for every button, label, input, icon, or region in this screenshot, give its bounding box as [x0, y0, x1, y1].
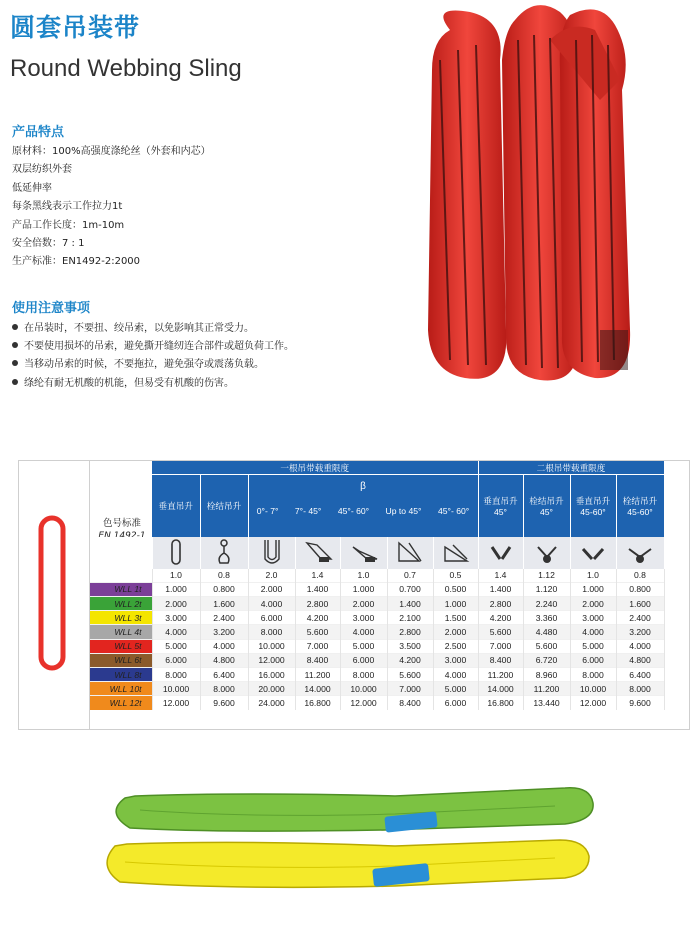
load-value-cell: 5.000 — [340, 639, 387, 653]
notes-heading: 使用注意事项 — [12, 301, 91, 316]
load-value-cell: 0.800 — [200, 582, 248, 596]
load-value-cell: 3.200 — [616, 625, 664, 639]
wll-cell: WLL 5t — [90, 639, 152, 653]
bullet-icon — [12, 379, 18, 385]
load-value-cell: 11.200 — [478, 668, 523, 682]
double-sling-group-header: 二根吊带载重限度 — [478, 461, 664, 475]
load-value-cell: 12.000 — [152, 696, 200, 710]
note-item: 不要使用损坏的吊索，避免撕开缝纫连合部件或超负荷工作。 — [12, 338, 294, 356]
feature-line: 低延伸率 — [12, 182, 52, 194]
load-value-cell: 0.800 — [616, 582, 664, 596]
load-value-cell: 8.400 — [387, 696, 433, 710]
wll-cell: WLL 10t — [90, 682, 152, 696]
double-vertical-icon — [478, 537, 523, 569]
note-item: 绦纶有耐无机酸的机能，但易受有机酸的伤害。 — [12, 375, 294, 393]
load-value-cell: 7.000 — [478, 639, 523, 653]
load-value-cell: 8.400 — [478, 653, 523, 667]
load-value-cell: 10.000 — [248, 639, 295, 653]
load-value-cell: 1.500 — [433, 611, 478, 625]
feature-line: 双层纺织外套 — [12, 164, 72, 176]
table-row — [90, 639, 664, 653]
note-item: 在吊装时，不要扭、绞吊索，以免影响其正常受力。 — [12, 320, 294, 338]
page-title-cn: 圆套吊装带 — [10, 13, 141, 42]
load-value-cell: 8.000 — [152, 668, 200, 682]
load-value-cell: 2.500 — [433, 639, 478, 653]
load-value-cell: 6.720 — [523, 653, 570, 667]
load-value-cell: 8.400 — [295, 653, 340, 667]
load-value-cell: 4.480 — [523, 625, 570, 639]
page-title-en: Round Webbing Sling — [10, 55, 242, 82]
load-value-cell: 6.000 — [340, 653, 387, 667]
triangle-lift-icon — [387, 537, 433, 569]
load-value-cell: 5.600 — [478, 625, 523, 639]
table-row — [90, 611, 664, 625]
bullet-icon — [12, 342, 18, 348]
load-value-cell: 4.200 — [478, 611, 523, 625]
feature-line: 安全倍数：7 : 1 — [12, 238, 85, 250]
load-value-cell: 14.000 — [478, 682, 523, 696]
green-yellow-sling-image — [95, 778, 615, 928]
angle-label: 45°- 60° — [437, 506, 470, 517]
bullet-icon — [12, 360, 18, 366]
load-value-cell: 3.000 — [152, 611, 200, 625]
beta-symbol: β — [360, 481, 366, 493]
load-limit-table — [18, 460, 690, 730]
load-value-cell: 4.000 — [200, 639, 248, 653]
wll-cell: WLL 12t — [90, 696, 152, 710]
load-value-cell: 6.000 — [152, 653, 200, 667]
load-value-cell: 13.440 — [523, 696, 570, 710]
double-col-header: 垂直吊升 45° — [478, 475, 523, 537]
load-value-cell: 2.100 — [387, 611, 433, 625]
load-value-cell: 1.600 — [616, 597, 664, 611]
load-value-cell: 3.000 — [340, 611, 387, 625]
load-value-cell: 1.400 — [295, 582, 340, 596]
load-value-cell: 16.800 — [295, 696, 340, 710]
load-value-cell: 9.600 — [200, 696, 248, 710]
angle-label: Up to 45° — [385, 506, 422, 517]
load-value-cell: 2.000 — [152, 597, 200, 611]
load-value-cell: 5.000 — [152, 639, 200, 653]
load-value-cell: 14.000 — [295, 682, 340, 696]
mode-factor-row: 1.0 0.8 2.0 1.4 1.0 0.7 0.5 1.4 1.12 1.0 0.8 — [90, 569, 664, 583]
load-value-cell: 5.600 — [295, 625, 340, 639]
load-value-cell: 4.200 — [387, 653, 433, 667]
angle-label: 0°- 7° — [256, 506, 279, 517]
feature-line: 产品工作长度：1m-10m — [12, 219, 125, 231]
load-value-cell: 4.000 — [248, 597, 295, 611]
load-value-cell: 11.200 — [295, 668, 340, 682]
notes-list — [12, 320, 294, 393]
load-value-cell: 2.240 — [523, 597, 570, 611]
load-value-cell: 6.000 — [433, 696, 478, 710]
wll-cell: WLL 3t — [90, 611, 152, 625]
wll-cell: WLL 4t — [90, 625, 152, 639]
load-value-cell: 2.400 — [616, 611, 664, 625]
angle-label: 7°- 45° — [294, 506, 322, 517]
table-row — [90, 682, 664, 696]
load-value-cell: 1.000 — [340, 582, 387, 596]
load-value-cell: 6.000 — [248, 611, 295, 625]
basket-angle-icon — [295, 537, 340, 569]
load-value-cell: 12.000 — [340, 696, 387, 710]
triangle-lift-icon — [433, 537, 478, 569]
load-value-cell: 5.000 — [570, 639, 616, 653]
wll-cell: WLL 8t — [90, 668, 152, 682]
wll-cell: WLL 2t — [90, 597, 152, 611]
load-value-cell: 2.800 — [387, 625, 433, 639]
table-row — [90, 597, 664, 611]
load-value-cell: 4.200 — [295, 611, 340, 625]
table-row — [90, 668, 664, 682]
basket-lift-icon — [248, 537, 295, 569]
load-value-cell: 16.000 — [248, 668, 295, 682]
load-value-cell: 3.000 — [570, 611, 616, 625]
table-row — [90, 653, 664, 667]
load-value-cell: 5.000 — [433, 682, 478, 696]
load-value-cell: 6.400 — [616, 668, 664, 682]
feature-line: 原材料：100%高强度涤纶丝（外套和内芯） — [12, 146, 211, 157]
choke-lift-header: 栓结吊升 — [200, 475, 248, 537]
load-value-cell: 3.000 — [433, 653, 478, 667]
load-value-cell: 4.000 — [152, 625, 200, 639]
table-row — [90, 625, 664, 639]
load-value-cell: 12.000 — [570, 696, 616, 710]
sling-color-panel — [19, 461, 90, 729]
double-choke-icon — [616, 537, 664, 569]
load-value-cell: 0.500 — [433, 582, 478, 596]
load-value-cell: 10.000 — [570, 682, 616, 696]
load-value-cell: 1.000 — [570, 582, 616, 596]
load-value-cell: 2.400 — [200, 611, 248, 625]
double-col-header: 栓结吊升 45-60° — [616, 475, 664, 537]
single-sling-group-header: 一根吊带载重限度 — [152, 461, 478, 475]
load-value-cell: 9.600 — [616, 696, 664, 710]
load-value-cell: 11.200 — [523, 682, 570, 696]
beta-angle-header — [248, 475, 478, 537]
load-value-cell: 2.000 — [433, 625, 478, 639]
load-value-cell: 4.000 — [616, 639, 664, 653]
color-standard-label: 色号标准 — [102, 518, 141, 529]
table-row — [90, 696, 664, 710]
load-value-cell: 20.000 — [248, 682, 295, 696]
load-value-cell: 1.000 — [152, 582, 200, 596]
load-value-cell: 3.360 — [523, 611, 570, 625]
load-value-cell: 4.000 — [570, 625, 616, 639]
load-value-cell: 8.000 — [248, 625, 295, 639]
load-value-cell: 0.700 — [387, 582, 433, 596]
load-value-cell: 2.000 — [340, 597, 387, 611]
load-value-cell: 5.600 — [387, 668, 433, 682]
load-value-cell: 3.500 — [387, 639, 433, 653]
red-round-sling-image — [410, 0, 650, 400]
load-value-cell: 2.800 — [295, 597, 340, 611]
load-value-cell: 4.000 — [340, 625, 387, 639]
load-value-cell: 1.600 — [200, 597, 248, 611]
load-value-cell: 5.600 — [523, 639, 570, 653]
load-value-cell: 7.000 — [295, 639, 340, 653]
load-value-cell: 10.000 — [152, 682, 200, 696]
load-value-cell: 8.000 — [200, 682, 248, 696]
load-value-cell: 3.200 — [200, 625, 248, 639]
note-item: 当移动吊索的时候，不要拖拉，避免强夺或震荡负载。 — [12, 356, 294, 374]
double-col-header: 垂直吊升 45-60° — [570, 475, 616, 537]
load-value-cell: 1.400 — [478, 582, 523, 596]
load-value-cell: 6.400 — [200, 668, 248, 682]
double-vertical-icon — [570, 537, 616, 569]
load-value-cell: 4.000 — [433, 668, 478, 682]
load-value-cell: 16.800 — [478, 696, 523, 710]
load-value-cell: 24.000 — [248, 696, 295, 710]
load-value-cell: 4.800 — [616, 653, 664, 667]
load-value-cell: 1.400 — [387, 597, 433, 611]
load-value-cell: 2.000 — [248, 582, 295, 596]
load-value-cell: 10.000 — [340, 682, 387, 696]
basket-angle-icon — [340, 537, 387, 569]
features-heading: 产品特点 — [12, 125, 65, 140]
load-value-cell: 6.000 — [570, 653, 616, 667]
load-value-cell: 1.000 — [433, 597, 478, 611]
feature-line: 生产标准：EN1492-2:2000 — [12, 256, 141, 268]
load-value-cell: 7.000 — [387, 682, 433, 696]
load-value-cell: 8.000 — [570, 668, 616, 682]
load-value-cell: 2.000 — [570, 597, 616, 611]
choke-lift-icon — [200, 537, 248, 569]
wll-cell: WLL 1t — [90, 582, 152, 596]
load-value-cell: 8.960 — [523, 668, 570, 682]
wll-cell: WLL 6t — [90, 653, 152, 667]
load-value-cell: 4.800 — [200, 653, 248, 667]
load-table-grid — [90, 461, 665, 710]
table-row — [90, 582, 664, 596]
load-value-cell: 8.000 — [340, 668, 387, 682]
vertical-lift-header: 垂直吊升 — [152, 475, 200, 537]
load-value-cell: 12.000 — [248, 653, 295, 667]
double-col-header: 栓结吊升 45° — [523, 475, 570, 537]
load-value-cell: 1.120 — [523, 582, 570, 596]
double-choke-icon — [523, 537, 570, 569]
load-value-cell: 8.000 — [616, 682, 664, 696]
feature-line: 每条黑线表示工作拉力1t — [12, 201, 123, 213]
load-value-cell: 2.800 — [478, 597, 523, 611]
red-sling-loop-icon — [19, 461, 89, 729]
angle-label: 45°- 60° — [337, 506, 370, 517]
features-list — [12, 143, 211, 272]
vertical-lift-icon — [152, 537, 200, 569]
bullet-icon — [12, 324, 18, 330]
